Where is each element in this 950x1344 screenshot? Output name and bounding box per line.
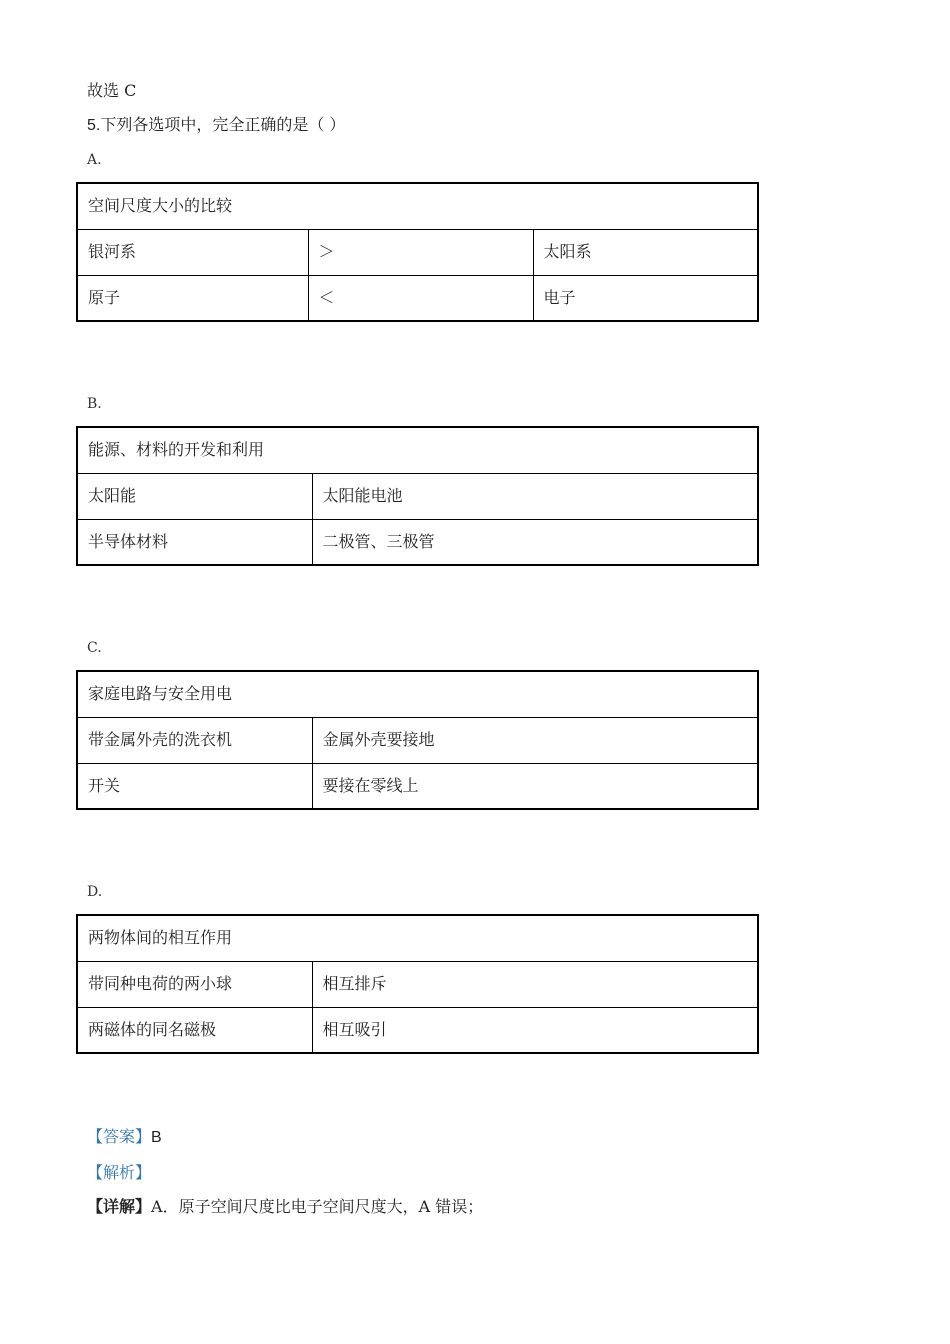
table-cell: 相互排斥 bbox=[312, 961, 758, 1007]
table-row bbox=[77, 717, 758, 763]
previous-answer-conclusion: 故选 C bbox=[87, 81, 137, 100]
question-number: 5. bbox=[87, 117, 101, 134]
table-cell: 电子 bbox=[533, 275, 758, 321]
table-cell: 太阳能电池 bbox=[312, 473, 758, 519]
analysis-tag: 【解析】 bbox=[87, 1163, 152, 1182]
answer-tag: 【答案】 bbox=[87, 1127, 152, 1146]
option-c-title: 家庭电路与安全用电 bbox=[77, 671, 758, 717]
table-row bbox=[77, 275, 758, 321]
table-cell: 金属外壳要接地 bbox=[312, 717, 758, 763]
option-d-title: 两物体间的相互作用 bbox=[77, 915, 758, 961]
table-cell: 太阳系 bbox=[533, 229, 758, 275]
table-cell: 二极管、三极管 bbox=[312, 519, 758, 565]
answer-line bbox=[87, 1127, 162, 1148]
table-cell: 相互吸引 bbox=[312, 1007, 758, 1053]
table-cell: 要接在零线上 bbox=[312, 763, 758, 809]
option-d-label: D. bbox=[87, 884, 103, 900]
table-row bbox=[77, 763, 758, 809]
table-cell: 两磁体的同名磁极 bbox=[77, 1007, 312, 1053]
option-b-title: 能源、材料的开发和利用 bbox=[77, 427, 758, 473]
table-row bbox=[77, 229, 758, 275]
table-row bbox=[77, 1007, 758, 1053]
option-c-label: C. bbox=[87, 640, 102, 656]
option-b-label: B. bbox=[87, 396, 102, 412]
table-cell: 半导体材料 bbox=[77, 519, 312, 565]
question-stem bbox=[87, 115, 345, 136]
option-a-label: A. bbox=[87, 152, 102, 168]
table-row bbox=[77, 961, 758, 1007]
option-a-table bbox=[76, 182, 759, 322]
table-cell: 银河系 bbox=[77, 229, 308, 275]
option-c-table bbox=[76, 670, 759, 810]
option-d-table bbox=[76, 914, 759, 1054]
table-cell: ＜ bbox=[308, 275, 533, 321]
table-cell: 原子 bbox=[77, 275, 308, 321]
table-row bbox=[77, 473, 758, 519]
table-row bbox=[77, 519, 758, 565]
option-a-title: 空间尺度大小的比较 bbox=[77, 183, 758, 229]
table-cell: 太阳能 bbox=[77, 473, 312, 519]
table-cell: 带同种电荷的两小球 bbox=[77, 961, 312, 1007]
option-b-table bbox=[76, 426, 759, 566]
detail-text: A．原子空间尺度比电子空间尺度大，A 错误； bbox=[151, 1197, 484, 1216]
answer-value: B bbox=[151, 1129, 162, 1146]
detail-line bbox=[87, 1197, 483, 1217]
table-cell: 带金属外壳的洗衣机 bbox=[77, 717, 312, 763]
question-text: 下列各选项中，完全正确的是（ ） bbox=[100, 115, 346, 134]
table-cell: ＞ bbox=[308, 229, 533, 275]
detail-tag: 【详解】 bbox=[87, 1197, 152, 1216]
table-cell: 开关 bbox=[77, 763, 312, 809]
